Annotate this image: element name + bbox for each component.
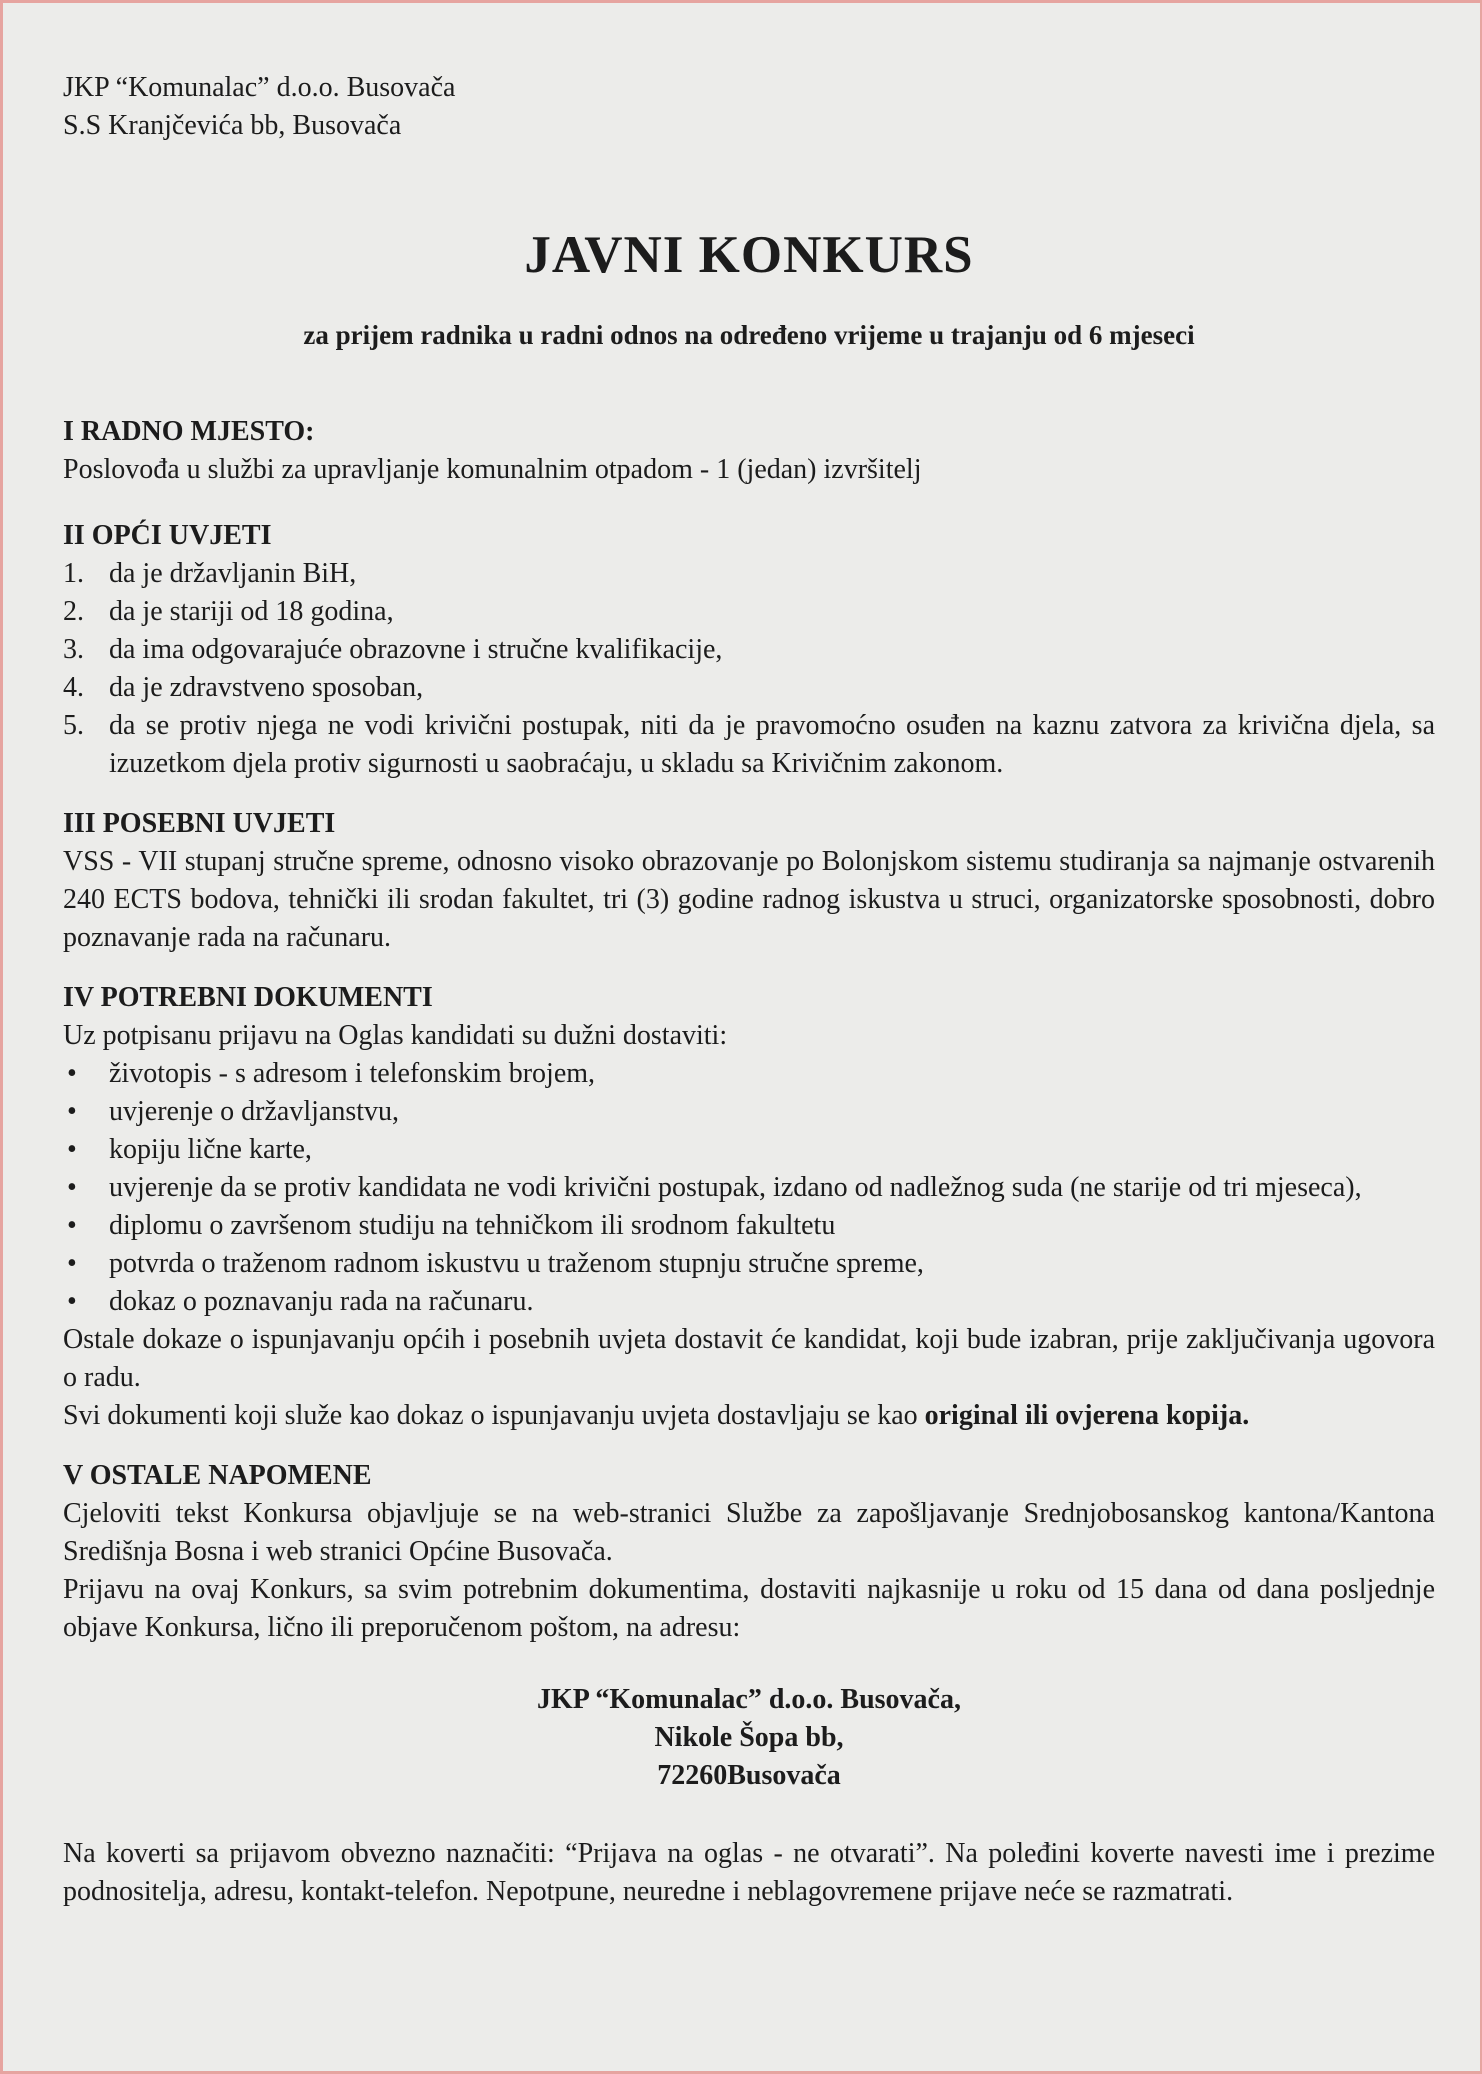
letterhead bbox=[63, 69, 1435, 145]
note-text: Svi dokumenti koji služe kao dokaz o ispunjavanju uvjeta dostavljaju se kao bbox=[63, 1400, 925, 1431]
list-item-text: da se protiv njega ne vodi krivični postupak, niti da je pravomoćno osuđen na kaznu zatvora za krivična djela, sa izuzetkom djela protiv sigurnosti u saobraćaju, u skladu sa Krivičnim zakonom. bbox=[109, 710, 1435, 779]
section-heading: III POSEBNI UVJETI bbox=[63, 808, 336, 839]
list-item-text: kopiju lične karte, bbox=[109, 1134, 312, 1165]
section-text: VSS - VII stupanj stručne spreme, odnosno visoko obrazovanje po Bolonjskom sistemu studiranja sa najmanje ostvarenih 240 ECTS bodova, tehnički ili srodan fakultet, tri (3) godine radnog iskustva u struci, organizatorske sposobnosti, dobro poznavanje rada na računaru. bbox=[63, 846, 1435, 953]
list-item-text: diplomu o završenom studiju na tehničkom ili srodnom fakultetu bbox=[109, 1210, 836, 1241]
list-number: 2. bbox=[63, 596, 84, 627]
document-title: JAVNI KONKURS bbox=[524, 226, 974, 284]
documents-original-note bbox=[63, 1397, 1435, 1435]
list-item bbox=[63, 555, 1435, 593]
mailing-address bbox=[63, 1681, 1435, 1795]
bullet-icon: • bbox=[67, 1210, 77, 1241]
note-emphasis: original ili ovjerena kopija. bbox=[924, 1400, 1250, 1431]
section-heading: V OSTALE NAPOMENE bbox=[63, 1460, 372, 1491]
address-line: 72260Busovača bbox=[657, 1760, 841, 1791]
section-heading: II OPĆI UVJETI bbox=[63, 520, 272, 551]
bullet-icon: • bbox=[67, 1286, 77, 1317]
list-item bbox=[63, 593, 1435, 631]
list-item-text: da je zdravstveno sposoban, bbox=[109, 672, 424, 703]
list-item bbox=[63, 1055, 1435, 1093]
list-item bbox=[63, 1207, 1435, 1245]
company-address: S.S Kranjčevića bb, Busovača bbox=[63, 110, 402, 141]
envelope-instructions: Na koverti sa prijavom obvezno naznačiti: “Prijava na oglas - ne otvarati”. Na poleđini koverte navesti ime i prezime podnositelja, adresu, kontakt-telefon. Nepotpune, neuredne i neblagovremene prijave neće se razmatrati. bbox=[63, 1838, 1435, 1907]
list-item bbox=[63, 1283, 1435, 1321]
address-line: Nikole Šopa bb, bbox=[654, 1722, 844, 1753]
bullet-icon: • bbox=[67, 1058, 77, 1089]
document-content bbox=[63, 69, 1435, 1911]
section-heading: I RADNO MJESTO: bbox=[63, 416, 315, 447]
section-potrebni-dokumenti bbox=[63, 979, 1435, 1435]
section-opci-uvjeti bbox=[63, 517, 1435, 783]
list-item bbox=[63, 707, 1435, 783]
bullet-icon: • bbox=[67, 1096, 77, 1127]
bullet-icon: • bbox=[67, 1134, 77, 1165]
requirements-list bbox=[63, 555, 1435, 783]
section-posebni-uvjeti bbox=[63, 805, 1435, 957]
address-line: JKP “Komunalac” d.o.o. Busovača, bbox=[537, 1684, 961, 1715]
list-number: 5. bbox=[63, 710, 84, 741]
list-item bbox=[63, 1093, 1435, 1131]
section-text: Cjeloviti tekst Konkursa objavljuje se na web-stranici Službe za zapošljavanje Srednjobosanskog kantona/Kantona Središnja Bosna i web stranici Općine Busovača. bbox=[63, 1498, 1435, 1567]
list-item-text: životopis - s adresom i telefonskim brojem, bbox=[109, 1058, 596, 1089]
list-item bbox=[63, 1131, 1435, 1169]
list-item bbox=[63, 669, 1435, 707]
document-subtitle: za prijem radnika u radni odnos na određeno vrijeme u trajanju od 6 mjeseci bbox=[303, 320, 1195, 350]
section-radno-mjesto bbox=[63, 413, 1435, 489]
section-text: Prijavu na ovaj Konkurs, sa svim potrebnim dokumentima, dostaviti najkasnije u roku od 15 dana od dana posljednje objave Konkursa, lično ili preporučenom poštom, na adresu: bbox=[63, 1574, 1435, 1643]
list-item bbox=[63, 1245, 1435, 1283]
list-item-text: dokaz o poznavanju rada na računaru. bbox=[109, 1286, 534, 1317]
section-ostale-napomene bbox=[63, 1457, 1435, 1647]
list-item-text: da je stariji od 18 godina, bbox=[109, 596, 394, 627]
list-item bbox=[63, 1169, 1435, 1207]
list-number: 3. bbox=[63, 634, 84, 665]
documents-list bbox=[63, 1055, 1435, 1321]
list-item bbox=[63, 631, 1435, 669]
section-text: Poslovođa u službi za upravljanje komunalnim otpadom - 1 (jedan) izvršitelj bbox=[63, 454, 922, 485]
list-item-text: uvjerenje da se protiv kandidata ne vodi krivični postupak, izdano od nadležnog suda (ne starije od tri mjeseca), bbox=[109, 1172, 1362, 1203]
list-item-text: potvrda o traženom radnom iskustvu u traženom stupnju stručne spreme, bbox=[109, 1248, 924, 1279]
section-intro: Uz potpisanu prijavu na Oglas kandidati su dužni dostaviti: bbox=[63, 1020, 728, 1051]
list-item-text: uvjerenje o državljanstvu, bbox=[109, 1096, 400, 1127]
list-number: 4. bbox=[63, 672, 84, 703]
documents-note: Ostale dokaze o ispunjavanju općih i posebnih uvjeta dostavit će kandidat, koji bude izabran, prije zaključivanja ugovora o radu. bbox=[63, 1324, 1435, 1393]
bullet-icon: • bbox=[67, 1248, 77, 1279]
list-item-text: da je državljanin BiH, bbox=[109, 558, 357, 589]
bullet-icon: • bbox=[67, 1172, 77, 1203]
company-name: JKP “Komunalac” d.o.o. Busovača bbox=[63, 72, 456, 103]
list-item-text: da ima odgovarajuće obrazovne i stručne kvalifikacije, bbox=[109, 634, 723, 665]
section-heading: IV POTREBNI DOKUMENTI bbox=[63, 982, 433, 1013]
list-number: 1. bbox=[63, 558, 84, 589]
